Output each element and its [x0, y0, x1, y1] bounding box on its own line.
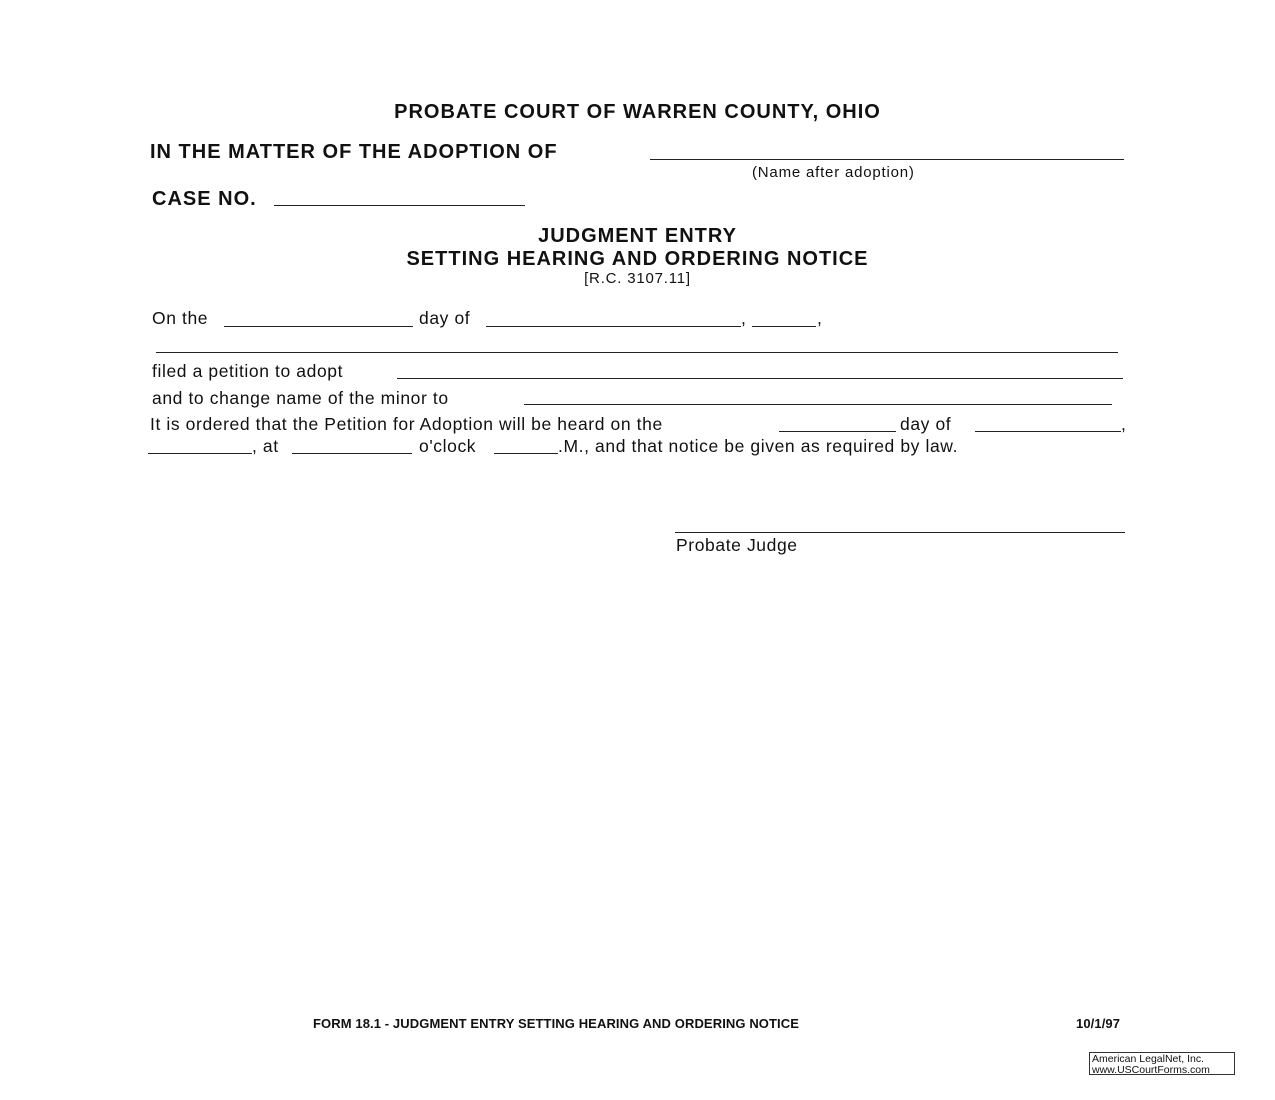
day-of-label: day of [419, 308, 471, 328]
document-title: JUDGMENT ENTRY [538, 225, 737, 247]
court-title: PROBATE COURT OF WARREN COUNTY, OHIO [394, 101, 881, 123]
filing-month-field[interactable] [486, 326, 741, 327]
new-name-field[interactable] [524, 404, 1112, 405]
hearing-day-field[interactable] [779, 431, 896, 432]
on-the-label: On the [152, 308, 209, 328]
filing-year-field[interactable] [752, 326, 816, 327]
hearing-year-field[interactable] [148, 453, 252, 454]
hearing-day-of-label: day of [900, 414, 952, 434]
publisher-url: www.USCourtForms.com [1092, 1064, 1210, 1076]
hearing-order-text: It is ordered that the Petition for Adoption will be heard on the [150, 414, 663, 434]
judge-signature-line[interactable] [675, 532, 1125, 533]
case-number-field[interactable] [274, 205, 525, 206]
hearing-month-field[interactable] [975, 431, 1121, 432]
filing-day-field[interactable] [224, 326, 413, 327]
change-name-label: and to change name of the minor to [152, 388, 449, 408]
petitioner-name-field[interactable] [156, 352, 1118, 353]
case-number-label: CASE NO. [152, 188, 257, 210]
matter-label: IN THE MATTER OF THE ADOPTION OF [150, 141, 558, 163]
notice-text: .M., and that notice be given as required by law. [558, 436, 959, 456]
form-revision-date: 10/1/97 [1076, 1016, 1121, 1031]
name-after-adoption-caption: (Name after adoption) [752, 164, 915, 181]
probate-judge-label: Probate Judge [676, 535, 798, 555]
child-name-field[interactable] [397, 378, 1123, 379]
adoptee-name-field[interactable] [650, 159, 1124, 160]
at-label: , at [252, 436, 279, 456]
statute-reference: [R.C. 3107.11] [584, 270, 691, 287]
comma-1: , [741, 308, 747, 328]
document-subtitle: SETTING HEARING AND ORDERING NOTICE [406, 248, 869, 270]
comma-2: , [817, 308, 823, 328]
comma-3: , [1121, 414, 1127, 434]
filed-petition-label: filed a petition to adopt [152, 361, 344, 381]
publisher-stamp [1089, 1052, 1235, 1075]
form-footer-title: FORM 18.1 - JUDGMENT ENTRY SETTING HEARING AND ORDERING NOTICE [313, 1016, 800, 1031]
am-pm-field[interactable] [494, 453, 558, 454]
hearing-time-field[interactable] [292, 453, 412, 454]
oclock-label: o'clock [419, 436, 477, 456]
publisher-name: American LegalNet, Inc. [1092, 1053, 1205, 1065]
